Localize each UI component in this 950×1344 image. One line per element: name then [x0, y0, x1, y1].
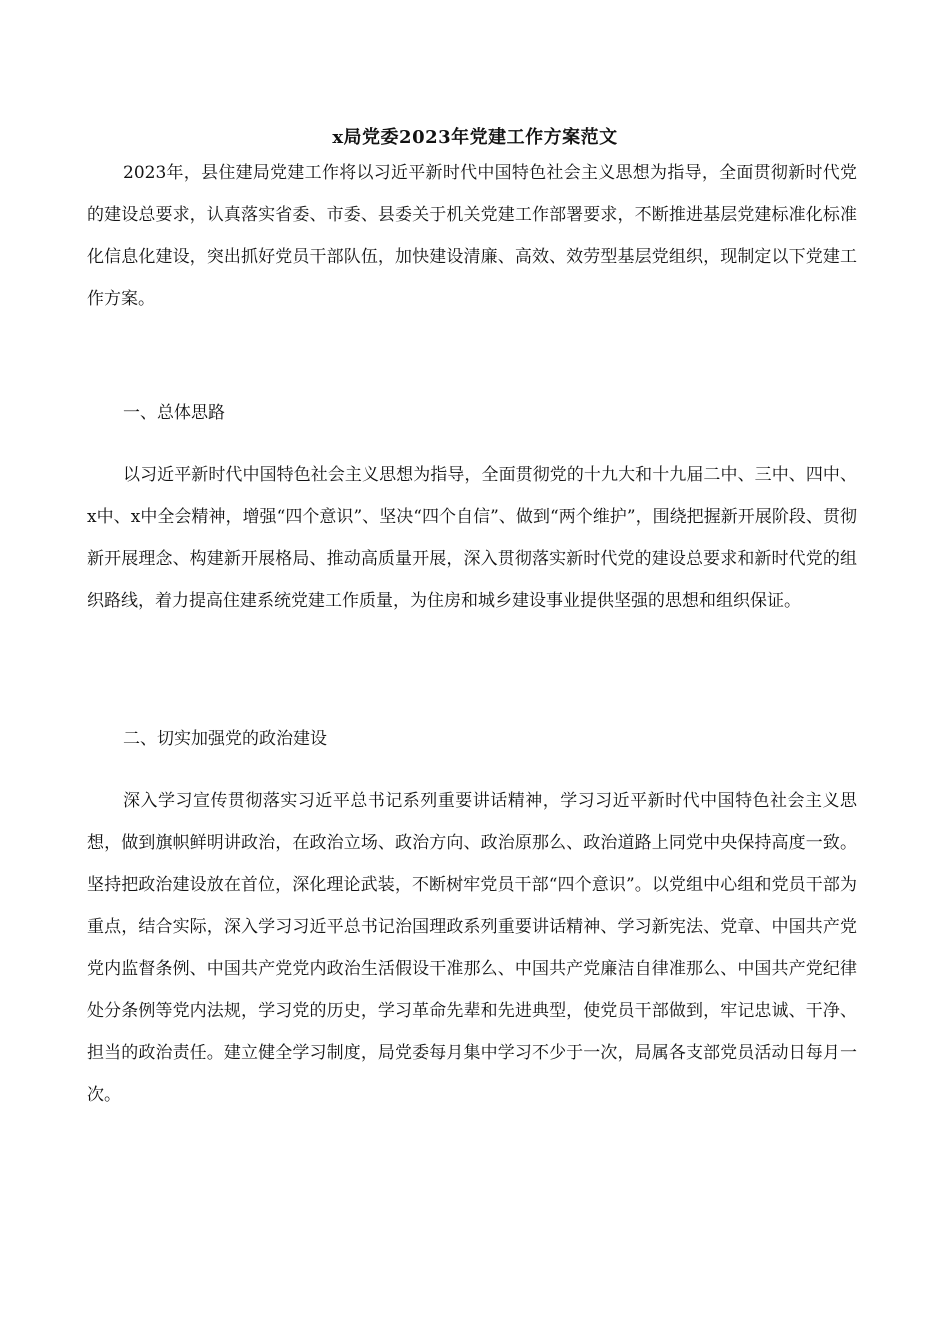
section1-paragraph: 以习近平新时代中国特色社会主义思想为指导，全面贯彻党的十九大和十九届二中、三中、四中、x中、x中全会精神，增强“四个意识”、坚决“四个自信”、做到“两个维护”，围绕把握新开展阶段、贯彻新开展理念、构建新开展格局、推动高质量开展，深入贯彻落实新时代党的建设总要求和新时代党的组织路线，着力提高住建系统党建工作质量，为住房和城乡建设事业提供坚强的思想和组织保证。 [87, 465, 857, 611]
document-title: x局党委2023年党建工作方案范文 [332, 127, 618, 148]
section1-heading: 一、总体思路 [123, 403, 225, 423]
section2-heading: 二、切实加强党的政治建设 [123, 729, 327, 749]
section2-paragraph: 深入学习宣传贯彻落实习近平总书记系列重要讲话精神，学习习近平新时代中国特色社会主义思想，做到旗帜鲜明讲政治，在政治立场、政治方向、政治原那么、政治道路上同党中央保持高度一致。坚持把政治建设放在首位，深化理论武装，不断树牢党员干部“四个意识”。以党组中心组和党员干部为重点，结合实际，深入学习习近平总书记治国理政系列重要讲话精神、学习新宪法、党章、中国共产党党内监督条例、中国共产党党内政治生活假设干准那么、中国共产党廉洁自律准那么、中国共产党纪律处分条例等党内法规，学习党的历史，学习革命先辈和先进典型，使党员干部做到，牢记忠诚、干净、担当的政治责任。建立健全学习制度，局党委每月集中学习不少于一次，局属各支部党员活动日每月一次。 [87, 791, 857, 1105]
intro-paragraph: 2023年，县住建局党建工作将以习近平新时代中国特色社会主义思想为指导，全面贯彻新时代党的建设总要求，认真落实省委、市委、县委关于机关党建工作部署要求，不断推进基层党建标准化标准化信息化建设，突出抓好党员干部队伍，加快建设清廉、高效、效劳型基层党组织，现制定以下党建工作方案。 [87, 163, 857, 309]
